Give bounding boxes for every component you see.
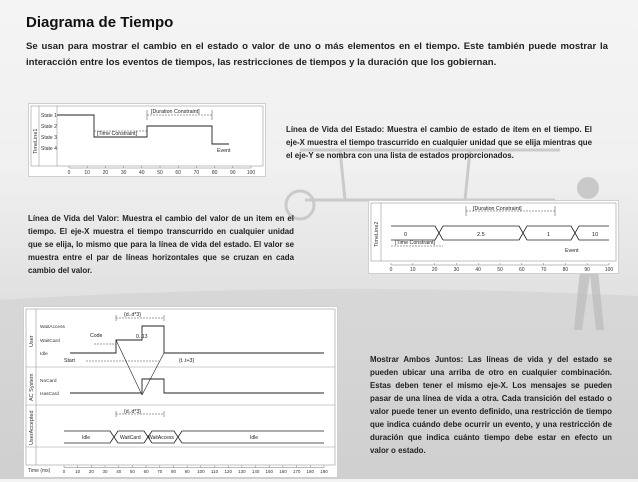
user-state-2: WaitCard (40, 339, 60, 344)
axis-tick-3-label: 70 (157, 469, 163, 474)
message-arrow-1 (116, 340, 142, 395)
accepted-value-1: Idle (82, 435, 91, 441)
axis-tick-1-label: 90 (230, 170, 236, 176)
axis-tick-3-label: 20 (88, 469, 94, 474)
axis-tick-2-label: 50 (497, 267, 503, 273)
duration-constraint-2: [Duration Constraint] (473, 206, 522, 212)
axis-tick-1-label: 100 (246, 170, 256, 176)
axis-tick-1-label: 80 (211, 170, 218, 176)
constraint-bottom: {d..d*3} (124, 409, 142, 415)
message-start: Start (64, 358, 75, 364)
system-state-1: NoCard (40, 379, 57, 384)
system-state-2: HasCard (40, 392, 59, 397)
lifeline-system: AC System (29, 373, 35, 401)
duration-constraint-1: [Duration Constraint] (151, 109, 200, 115)
axis-ticks-3 (63, 466, 329, 475)
axis-tick-3-label: 50 (129, 469, 135, 474)
axis-tick-3-label: 190 (320, 469, 328, 474)
lifeline-name-1: TimeLine1 (33, 128, 39, 154)
axis-tick-1-label: 60 (175, 170, 181, 176)
system-state-line (70, 379, 324, 393)
lifeline-user: User (29, 335, 35, 347)
axis-tick-3-label: 170 (292, 469, 301, 474)
state-line (57, 115, 229, 144)
axis-tick-2-label: 40 (475, 267, 481, 273)
axis-tick-3-label: 30 (102, 469, 108, 474)
accepted-value-3: WaitAccess (148, 435, 174, 441)
value-diagram-svg (369, 201, 618, 273)
combined-description: Mostrar Ambos Juntos: Las líneas de vida y del estado se pueden ubicar una arriba de otro en cualquier combinación. Estas deben tener el mismo eje-X. Los mensajes se pueden pasar de una línea de vida a otra. Cada transición del estado o valor puede tener un evento definido, una restricción de tiempo que indica cuándo debe ocurrir un evento, y una restricción de duración que indica cuánto tiempo debe estar en efecto un valor o estado. (370, 355, 612, 455)
time-13: 0..13 (136, 334, 148, 340)
value-band (391, 226, 609, 240)
axis-tick-2-label: 10 (410, 267, 416, 273)
axis-tick-3-label: 160 (279, 469, 287, 474)
combined-diagram-svg (24, 307, 337, 477)
user-state-1: WaitAccess (40, 325, 65, 330)
axis-ticks-1 (68, 166, 256, 176)
constraint-top: {d..d*3} (124, 312, 142, 318)
accepted-value-4: Idle (250, 435, 259, 441)
time-constraint-1: [Time Constraint] (97, 131, 138, 137)
axis-tick-1-label: 20 (102, 170, 109, 176)
combined-timing-diagram (23, 306, 338, 478)
axis-tick-2-label: 0 (389, 267, 393, 273)
axis-tick-1-label: 50 (157, 170, 163, 176)
time-t: {t..t+3} (179, 358, 195, 364)
message-arrow-2 (142, 353, 164, 395)
state-label-2: State 2 (41, 124, 57, 130)
state-label-4: State 4 (41, 146, 57, 152)
value-label-3: 1 (547, 232, 551, 238)
message-code: Code (90, 333, 103, 339)
axis-tick-2-label: 80 (562, 267, 569, 273)
state-lifeline-description: Línea de Vida del Estado: Muestra el cambio de estado de ítem en el tiempo. El eje-X muestra el tiempo trascurrido en cualquier unidad que se elija mientras que el eje-Y se nombra con una lista de estados proporcionados. (286, 125, 592, 160)
axis-tick-1-label: 70 (193, 170, 200, 176)
event-label-1: Event (217, 148, 231, 154)
axis-tick-3-label: 110 (210, 469, 219, 474)
value-label-4: 10 (592, 232, 599, 238)
axis-tick-3-label: 100 (197, 469, 205, 474)
axis-tick-3-label: 150 (265, 469, 274, 474)
intro-paragraph: Se usan para mostrar el cambio en el estado o valor de uno o más elementos en el tiempo. Este también puede mostrar la interacción entre los eventos de tiempos, las restricciones de tiempos y la duración que los gobiernan. (26, 41, 608, 68)
value-label-2: 2.5 (477, 232, 485, 238)
state-label-1: State 1 (41, 113, 57, 119)
axis-tick-3-label: 80 (170, 469, 176, 474)
axis-tick-1-label: 30 (120, 170, 127, 176)
axis-tick-2-label: 90 (584, 267, 590, 273)
axis-tick-2-label: 60 (519, 267, 525, 273)
axis-tick-3-label: 120 (224, 469, 232, 474)
axis-tick-2-label: 30 (453, 267, 460, 273)
time-axis-label: Time (ms) (28, 468, 51, 474)
state-timing-diagram (28, 103, 266, 177)
value-timing-diagram (368, 200, 619, 274)
user-state-3: Idle (40, 352, 48, 357)
axis-tick-3-label: 90 (184, 469, 190, 474)
axis-tick-1-label: 40 (139, 170, 145, 176)
axis-tick-3-label: 10 (75, 469, 81, 474)
lifeline-name-2: TimeLine2 (374, 221, 380, 247)
axis-tick-3-label: 180 (306, 469, 315, 474)
axis-tick-1-label: 10 (84, 170, 90, 176)
state-diagram-svg (29, 104, 265, 176)
value-label-1: 0 (404, 232, 408, 238)
accepted-value-2: WaitCard (120, 435, 141, 441)
axis-tick-3-label: 60 (143, 469, 149, 474)
accepted-value-band (64, 431, 324, 443)
axis-tick-2-label: 20 (431, 267, 438, 273)
user-state-line (70, 326, 324, 353)
state-label-3: State 3 (41, 135, 57, 141)
lifeline-accepted: UserAccepted (29, 410, 35, 445)
axis-tick-2-label: 70 (540, 267, 547, 273)
value-lifeline-description: Línea de Vida del Valor: Muestra el cambio del valor de un item en el tiempo. El eje-X muestra el tiempo transcurrido en cualquier unidad que se elija, lo mismo que para la línea de vida del estado. El valor se muestra entre el par de líneas horizontales que se cruzan en cada cambio del valor. (28, 214, 294, 275)
axis-tick-3-label: 140 (251, 469, 260, 474)
axis-tick-1-label: 0 (67, 170, 71, 176)
axis-tick-2-label: 100 (604, 267, 614, 273)
event-label-2: Event (565, 248, 579, 254)
axis-ticks-2 (390, 263, 614, 273)
axis-tick-3-label: 0 (62, 469, 66, 474)
time-constraint-2: [Time Constraint] (395, 240, 436, 246)
axis-tick-3-label: 130 (238, 469, 246, 474)
axis-tick-3-label: 40 (116, 469, 122, 474)
page-title: Diagrama de Tiempo (26, 14, 174, 31)
